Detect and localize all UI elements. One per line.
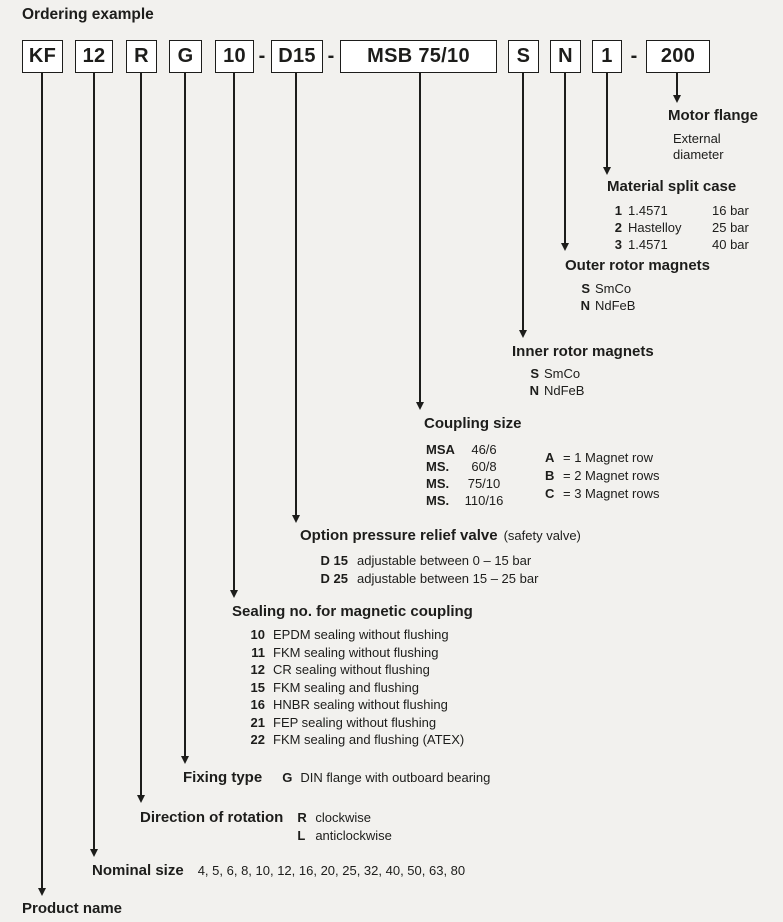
sealing-row	[248, 661, 473, 679]
code-box-relief-valve: D15	[271, 40, 323, 73]
magnet-material: NdFeB	[544, 383, 585, 398]
section-outer-rotor-magnets	[565, 256, 710, 314]
material-name: 1.4571	[628, 203, 668, 218]
magnet-row-code: B	[545, 468, 555, 483]
motor-flange-desc-line1: External	[673, 131, 721, 146]
motor-flange-desc-line2: diameter	[673, 146, 724, 162]
code-box-rotation: R	[126, 40, 157, 73]
rotation-desc: anticlockwise	[315, 828, 392, 843]
code-box-product-name: KF	[22, 40, 63, 73]
sealing-desc: FKM sealing and flushing (ATEX)	[273, 732, 465, 747]
magnet-code: N	[529, 383, 539, 398]
code-box-split-case: 1	[592, 40, 622, 73]
code-separator-dash: -	[258, 45, 266, 67]
section-motor-flange	[668, 106, 758, 162]
coupling-code: MS.	[426, 493, 450, 508]
product-name-title: Product name	[22, 900, 123, 917]
material-name: Hastelloy	[628, 220, 682, 235]
valve-row	[315, 570, 581, 588]
coupling-row	[426, 475, 522, 492]
magnet-material: SmCo	[595, 281, 632, 296]
fixing-type-desc: DIN flange with outboard bearing	[300, 770, 491, 785]
rotation-desc: clockwise	[315, 810, 371, 825]
coupling-code: MSA	[426, 442, 455, 457]
pressure-relief-valve-suffix: (safety valve)	[503, 528, 581, 543]
sealing-code: 10	[250, 627, 265, 642]
coupling-value: 46/6	[471, 442, 497, 457]
magnet-row-desc: = 3 Magnet rows	[563, 486, 660, 501]
section-pressure-relief-valve	[300, 526, 581, 587]
magnet-code: S	[530, 366, 539, 381]
sealing-row	[248, 679, 473, 697]
coupling-code: MS.	[426, 459, 450, 474]
nominal-size-values: 4, 5, 6, 8, 10, 12, 16, 20, 25, 32, 40, 50, 63, 80	[197, 863, 466, 878]
outer-rotor-magnets-title: Outer rotor magnets	[565, 257, 711, 274]
sealing-code: 21	[250, 714, 265, 730]
coupling-code: MS.	[426, 476, 450, 491]
coupling-row	[426, 441, 522, 458]
magnet-row-desc: = 1 Magnet row	[563, 450, 653, 465]
sealing-row	[248, 644, 473, 662]
material-row	[610, 219, 749, 236]
magnet-row-desc: = 2 Magnet rows	[563, 468, 660, 483]
sealing-code: 16	[250, 697, 265, 712]
material-row	[610, 236, 749, 253]
sealing-title: Sealing no. for magnetic coupling	[232, 603, 473, 620]
magnet-material: NdFeB	[595, 298, 636, 313]
nominal-size-title: Nominal size	[92, 862, 184, 879]
coupling-size-title: Coupling size	[424, 415, 522, 432]
magnet-row-legend-row	[545, 449, 659, 467]
code-box-motor-flange: 200	[646, 40, 710, 73]
material-pressure: 16 bar	[712, 203, 749, 218]
coupling-value: 110/16	[464, 493, 504, 508]
magnet-material: SmCo	[544, 366, 581, 381]
section-magnet-row-legend	[545, 449, 659, 503]
motor-flange-desc	[673, 131, 758, 162]
valve-code: D 15	[320, 553, 348, 568]
pressure-relief-valve-title: Option pressure relief valve	[300, 527, 498, 544]
section-nominal-size	[92, 861, 465, 880]
sealing-code: 15	[250, 679, 265, 695]
coupling-value: 60/8	[471, 459, 497, 474]
magnet-row-code: C	[545, 486, 555, 501]
sealing-desc: FKM sealing without flushing	[273, 644, 439, 660]
sealing-desc: EPDM sealing without flushing	[273, 627, 449, 642]
rotation-row	[297, 827, 392, 845]
section-coupling-size	[424, 414, 522, 509]
magnet-row-legend-row	[545, 485, 659, 503]
material-code: 3	[614, 237, 622, 252]
page-title: Ordering example	[22, 6, 154, 23]
valve-code: D 25	[320, 570, 348, 586]
magnet-option-row	[527, 382, 654, 399]
inner-rotor-magnets-title: Inner rotor magnets	[512, 343, 654, 360]
section-product-name	[22, 899, 122, 918]
code-box-inner-magnets: S	[508, 40, 539, 73]
sealing-row	[248, 731, 473, 749]
section-fixing-type	[183, 768, 490, 787]
rotation-row	[297, 809, 392, 827]
direction-of-rotation-title: Direction of rotation	[140, 809, 284, 826]
sealing-desc: HNBR sealing without flushing	[273, 697, 448, 712]
sealing-code: 11	[251, 644, 265, 660]
valve-row	[315, 552, 581, 570]
sealing-row	[248, 626, 473, 644]
section-direction-of-rotation	[140, 808, 392, 845]
fixing-type-title: Fixing type	[183, 769, 263, 786]
code-box-nominal-size: 12	[75, 40, 113, 73]
code-separator-dash: -	[327, 45, 335, 67]
code-box-coupling-size: MSB 75/10	[340, 40, 497, 73]
sealing-row	[248, 714, 473, 732]
magnet-row-legend-row	[545, 467, 659, 485]
code-box-outer-magnets: N	[550, 40, 581, 73]
material-pressure: 40 bar	[712, 237, 749, 252]
magnet-option-row	[578, 297, 710, 314]
sealing-code: 22	[250, 732, 265, 747]
material-pressure: 25 bar	[712, 220, 749, 235]
valve-desc: adjustable between 15 – 25 bar	[357, 570, 539, 586]
section-sealing	[232, 602, 473, 749]
sealing-row	[248, 696, 473, 714]
sealing-desc: FKM sealing and flushing	[273, 679, 419, 695]
fixing-type-code: G	[282, 770, 293, 785]
coupling-row	[426, 492, 522, 509]
coupling-value: 75/10	[467, 476, 501, 491]
coupling-row	[426, 458, 522, 475]
sealing-code: 12	[250, 662, 265, 677]
material-code: 2	[614, 220, 622, 235]
magnet-code: S	[581, 281, 590, 296]
material-name: 1.4571	[628, 237, 668, 252]
material-code: 1	[614, 203, 622, 218]
sealing-desc: CR sealing without flushing	[273, 662, 430, 677]
material-split-case-title: Material split case	[607, 178, 737, 195]
material-row	[610, 202, 749, 219]
code-separator-dash: -	[630, 45, 638, 67]
magnet-row-code: A	[545, 450, 555, 465]
rotation-code: R	[297, 810, 307, 825]
code-box-fixing-type: G	[169, 40, 202, 73]
magnet-option-row	[578, 280, 710, 297]
rotation-code: L	[297, 828, 306, 843]
motor-flange-title: Motor flange	[668, 107, 758, 124]
valve-desc: adjustable between 0 – 15 bar	[357, 553, 532, 568]
section-inner-rotor-magnets	[512, 342, 654, 399]
magnet-option-row	[527, 365, 654, 382]
code-box-sealing-no: 10	[215, 40, 254, 73]
section-material-split-case	[607, 177, 749, 253]
sealing-desc: FEP sealing without flushing	[273, 714, 437, 730]
magnet-code: N	[580, 298, 590, 313]
